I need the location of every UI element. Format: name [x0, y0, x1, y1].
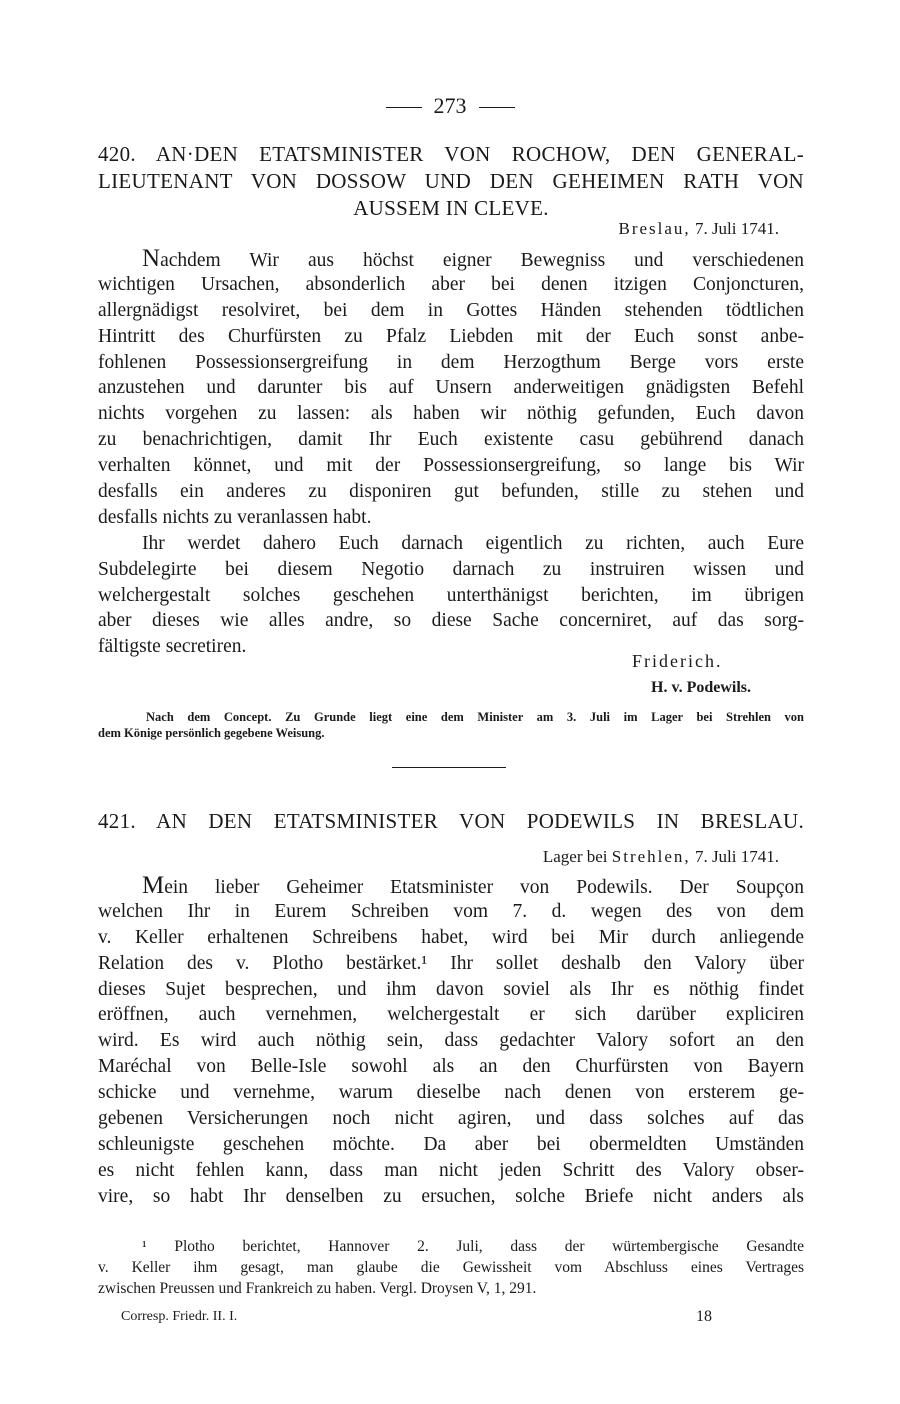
dateline-date: 7. Juli 1741. — [694, 847, 779, 866]
text-line: gebenen Versicherungen noch nicht agiren, und dass solches auf das — [98, 1108, 804, 1130]
heading-line: LIEUTENANT VON DOSSOW UND DEN GEHEIMEN RATH VON — [98, 169, 804, 193]
heading-line: 420. AN·DEN ETATSMINISTER VON ROCHOW, DEN GENERAL- — [98, 142, 804, 166]
note-line: dem Könige persönlich gegebene Weisung. — [98, 726, 325, 740]
text-line: schleunigste geschehen möchte. Da aber bei obermeldten Umständen — [98, 1133, 804, 1155]
text-line: fohlenen Possessionsergreifung in dem Herzogthum Berge vors erste — [98, 351, 804, 373]
signature: Friderich. — [632, 651, 723, 671]
dateline-date: 7. Juli 1741. — [694, 219, 779, 238]
countersignature: H. v. Podewils. — [651, 679, 752, 696]
footnote — [98, 1236, 804, 1299]
dateline-place: Breslau, — [618, 219, 691, 238]
footnote-line: ¹ Plotho berichtet, Hannover 2. Juli, dass der würtembergische Gesandte — [142, 1238, 804, 1255]
section-separator — [392, 767, 506, 768]
text-line: desfalls nichts zu veranlassen habt. — [98, 506, 372, 528]
text-line: fältigste secretiren. — [98, 636, 247, 658]
text-line: eröffnen, auch vernehmen, welchergestalt er sich darüber expliciren — [98, 1004, 804, 1026]
page-number-line — [0, 92, 900, 120]
text-line: Ihr werdet dahero Euch darnach eigentlich zu richten, auch Eure — [142, 532, 804, 554]
letter-421-body — [98, 873, 804, 1210]
text-line: desfalls ein anderes zu disponiren gut befunden, stille zu stehen und — [98, 481, 804, 503]
dateline-place: Strehlen, — [611, 847, 691, 866]
text-line: welchergestalt solches geschehen unterthänigst berichten, im übrigen — [98, 584, 804, 606]
text-line: Mein lieber Geheimer Etatsminister von Podewils. Der Soupçon — [142, 872, 804, 899]
text-line: Subdelegirte bei diesem Negotio darnach zu instruiren wissen und — [98, 558, 804, 580]
letter-421-heading — [98, 808, 804, 835]
letter-420-body — [98, 246, 804, 660]
dateline-place-prefix: Lager bei — [542, 847, 608, 866]
letter-420-note — [98, 709, 804, 741]
text-line: anzustehen und darunter bis auf Unsern anderweitigen gnädigsten Befehl — [98, 377, 804, 399]
footnote-line: zwischen Preussen und Frankreich zu haben. Vergl. Droysen V, 1, 291. — [98, 1280, 537, 1297]
footnote-line: v. Keller ihm gesagt, man glaube die Gewissheit vom Abschluss eines Vertrages — [98, 1259, 804, 1276]
page-number: 273 — [433, 93, 467, 118]
letter-420-heading — [98, 141, 804, 222]
page-number-dash-left — [386, 107, 422, 108]
page-number-dash-right — [479, 107, 515, 108]
note-line: Nach dem Concept. Zu Grunde liegt eine dem Minister am 3. Juli im Lager bei Strehlen von — [146, 710, 804, 724]
text-line: nichts vorgehen zu lassen: als haben wir nöthig gefunden, Euch davon — [98, 403, 804, 425]
text-line: aber dieses wie alles andre, so diese Sache concerniret, auf das sorg- — [98, 610, 804, 632]
text-line: allergnädigst resolviret, bei dem in Gottes Händen stehenden tödtlichen — [98, 299, 804, 321]
text-line: v. Keller erhaltenen Schreibens habet, wird bei Mir durch anliegende — [98, 926, 804, 948]
heading-line: 421. AN DEN ETATSMINISTER VON PODEWILS IN BRESLAU. — [98, 809, 804, 833]
running-footer: Corresp. Friedr. II. I. — [121, 1309, 238, 1324]
text-line: Hintritt des Churfürsten zu Pfalz Liebden mit der Euch sonst anbe- — [98, 325, 804, 347]
text-line: Nachdem Wir aus höchst eigner Bewegniss und verschiedenen — [142, 245, 804, 272]
signature-mark: 18 — [696, 1308, 712, 1325]
heading-line: AUSSEM IN CLEVE. — [353, 196, 549, 220]
letter-421-dateline — [543, 846, 779, 868]
text-line: welchen Ihr in Eurem Schreiben vom 7. d. wegen des von dem — [98, 900, 804, 922]
text-line: zu benachrichtigen, damit Ihr Euch existente casu gebührend danach — [98, 429, 804, 451]
text-line: Maréchal von Belle-Isle sowohl als an den Churfürsten von Bayern — [98, 1056, 804, 1078]
text-line: schicke und vernehme, warum dieselbe nach denen von ersterem ge- — [98, 1082, 804, 1104]
text-line: es nicht fehlen kann, dass man nicht jeden Schritt des Valory obser- — [98, 1159, 804, 1181]
text-line: wichtigen Ursachen, absonderlich aber bei denen itzigen Conjoncturen, — [98, 273, 804, 295]
letter-420-dateline — [619, 218, 780, 240]
text-line: dieses Sujet besprechen, und ihm davon soviel als Ihr es nöthig findet — [98, 978, 804, 1000]
text-line: wird. Es wird auch nöthig sein, dass gedachter Valory sofort an den — [98, 1030, 804, 1052]
text-line: vire, so habt Ihr denselben zu ersuchen, solche Briefe nicht anders als — [98, 1185, 804, 1207]
text-line: verhalten könnet, und mit der Possessionsergreifung, so lange bis Wir — [98, 455, 804, 477]
text-line: Relation des v. Plotho bestärket.¹ Ihr sollet deshalb den Valory über — [98, 952, 804, 974]
